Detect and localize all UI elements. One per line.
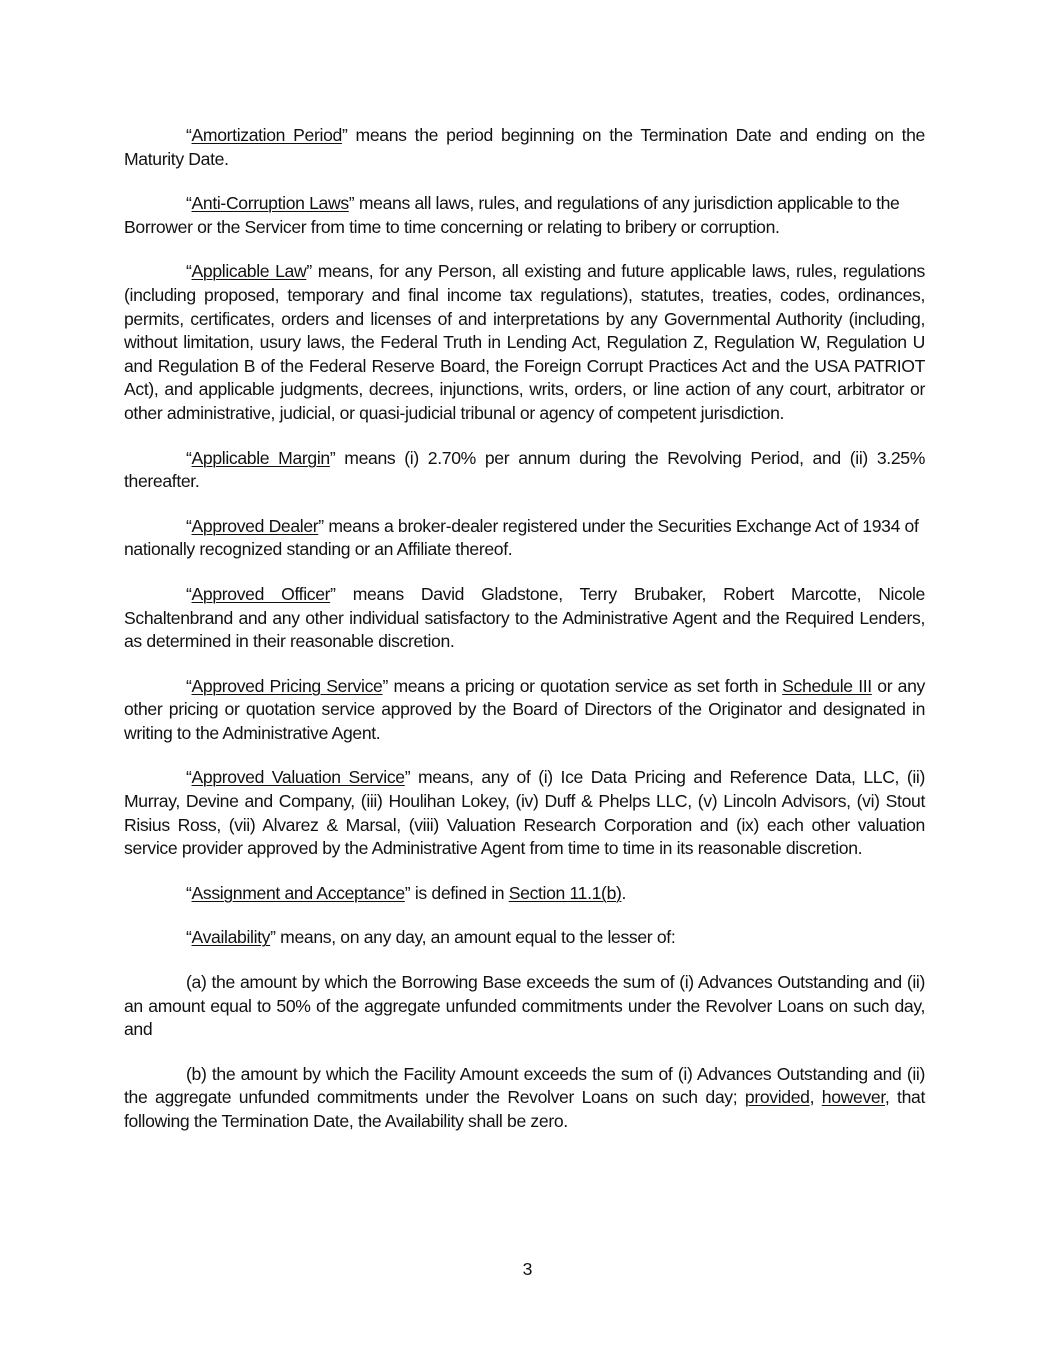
provided-term: provided: [744, 1087, 810, 1108]
clause-separator: ,: [809, 1087, 822, 1108]
clause-text: , that following the Termination Date, the Availability shall be zero.: [124, 1087, 926, 1131]
schedule-reference: Schedule III: [782, 675, 872, 696]
defined-term: Anti-Corruption Laws: [191, 193, 349, 214]
definition-approved-dealer: [124, 515, 925, 562]
close-quote: ”: [270, 927, 276, 948]
defined-term: Assignment and Acceptance: [191, 882, 405, 903]
definition-text: or any other pricing or quotation service approved by the Board of Directors of the Originator and designated in writing to the Administrative Agent.: [124, 675, 925, 743]
definition-anti-corruption-laws: [124, 192, 925, 239]
however-term: however: [821, 1087, 885, 1108]
open-quote: “: [186, 882, 192, 903]
definition-text: .: [621, 882, 627, 903]
definition-approved-officer: [124, 583, 925, 654]
open-quote: “: [186, 675, 192, 696]
definition-text: means a broker-dealer registered under the Securities Exchange Act of 1934 of nationally recognized standing or an Affiliate thereof.: [124, 515, 919, 560]
close-quote: ”: [330, 583, 336, 604]
defined-term: Approved Dealer: [191, 515, 319, 536]
open-quote: “: [186, 125, 192, 145]
defined-term: Approved Pricing Service: [191, 675, 383, 696]
definition-approved-pricing-service: [124, 675, 925, 746]
defined-term: Applicable Law: [191, 261, 307, 282]
definition-applicable-margin: [124, 447, 925, 494]
page-number: 3: [522, 1259, 533, 1279]
definition-amortization-period: [124, 124, 925, 171]
close-quote: ”: [382, 675, 389, 696]
availability-clause-a: [124, 971, 925, 1042]
open-quote: “: [186, 193, 192, 214]
open-quote: “: [186, 927, 192, 948]
definition-text: means all laws, rules, and regulations of any jurisdiction applicable to the Borrower or the Servicer from time to time concerning or relating to bribery or corruption.: [124, 193, 900, 237]
close-quote: ”: [318, 515, 324, 536]
open-quote: “: [186, 515, 192, 536]
definition-text: means, for any Person, all existing and future applicable laws, rules, regulations (including proposed, temporary and final income tax regulations), statutes, treaties, codes, ordinances, permits, certificates, orders and licenses of and interpretations by any Governmental Authority (including, without limitation, usury laws, the Federal Truth in Lending Act, Regulation Z, Regulation W, Regulation U and Regulation B of the Federal Reserve Board, the Foreign Corrupt Practices Act and the USA PATRIOT Act), and applicable judgments, decrees, injunctions, writs, orders, or line action of any court, arbitrator or other administrative, judicial, or quasi-judicial tribunal or agency of competent jurisdiction.: [124, 261, 925, 423]
definition-text: means (i) 2.70% per annum during the Revolving Period, and (ii) 3.25% thereafter.: [124, 447, 926, 492]
close-quote: ”: [306, 261, 312, 282]
defined-term: Approved Officer: [191, 583, 331, 604]
clause-text: (b) the amount by which the Facility Amount exceeds the sum of (i) Advances Outstanding and (ii) the aggregate unfunded commitments under the Revolver Loans on such day;: [124, 1063, 925, 1108]
open-quote: “: [186, 261, 192, 282]
close-quote: ”: [348, 193, 355, 214]
open-quote: “: [186, 767, 192, 788]
open-quote: “: [186, 447, 192, 468]
clause-text: (a) the amount by which the Borrowing Base exceeds the sum of (i) Advances Outstanding and (ii) an amount equal to 50% of the aggregate unfunded commitments under the Revolver Loans on such day, and: [124, 972, 925, 1040]
definition-applicable-law: [124, 260, 925, 425]
close-quote: ”: [341, 125, 348, 145]
document-body: [124, 124, 925, 1155]
defined-term: Availability: [191, 927, 271, 948]
defined-term: Applicable Margin: [191, 447, 330, 468]
definition-approved-valuation-service: [124, 766, 925, 860]
definition-text: means the period beginning on the Termination Date and ending on the Maturity Date.: [124, 125, 925, 169]
definition-text: is defined in: [410, 882, 509, 903]
section-reference: Section 11.1(b): [508, 882, 622, 903]
close-quote: ”: [404, 882, 411, 903]
close-quote: ”: [329, 447, 336, 468]
definition-text: means, on any day, an amount equal to the lesser of:: [275, 927, 676, 948]
open-quote: “: [186, 583, 192, 604]
availability-clause-b: [124, 1063, 925, 1134]
definition-text: means a pricing or quotation service as set forth in: [388, 675, 783, 696]
definition-assignment-and-acceptance: [124, 882, 925, 906]
definition-text: means David Gladstone, Terry Brubaker, Robert Marcotte, Nicole Schaltenbrand and any other individual satisfactory to the Administrative Agent and the Required Lenders, as determined in their reasonable discretion.: [124, 583, 925, 652]
defined-term: Amortization Period: [191, 125, 342, 145]
close-quote: ”: [404, 767, 411, 788]
definition-text: means, any of (i) Ice Data Pricing and Reference Data, LLC, (ii) Murray, Devine and Company, (iii) Houlihan Lokey, (iv) Duff & Phelps LLC, (v) Lincoln Advisors, (vi) Stout Risius Ross, (vii) Alvarez & Marsal, (viii) Valuation Research Corporation and (ix) each other valuation service provider approved by the Administrative Agent from time to time in its reasonable discretion.: [124, 767, 925, 859]
definition-availability: [124, 926, 925, 950]
defined-term: Approved Valuation Service: [191, 767, 405, 788]
